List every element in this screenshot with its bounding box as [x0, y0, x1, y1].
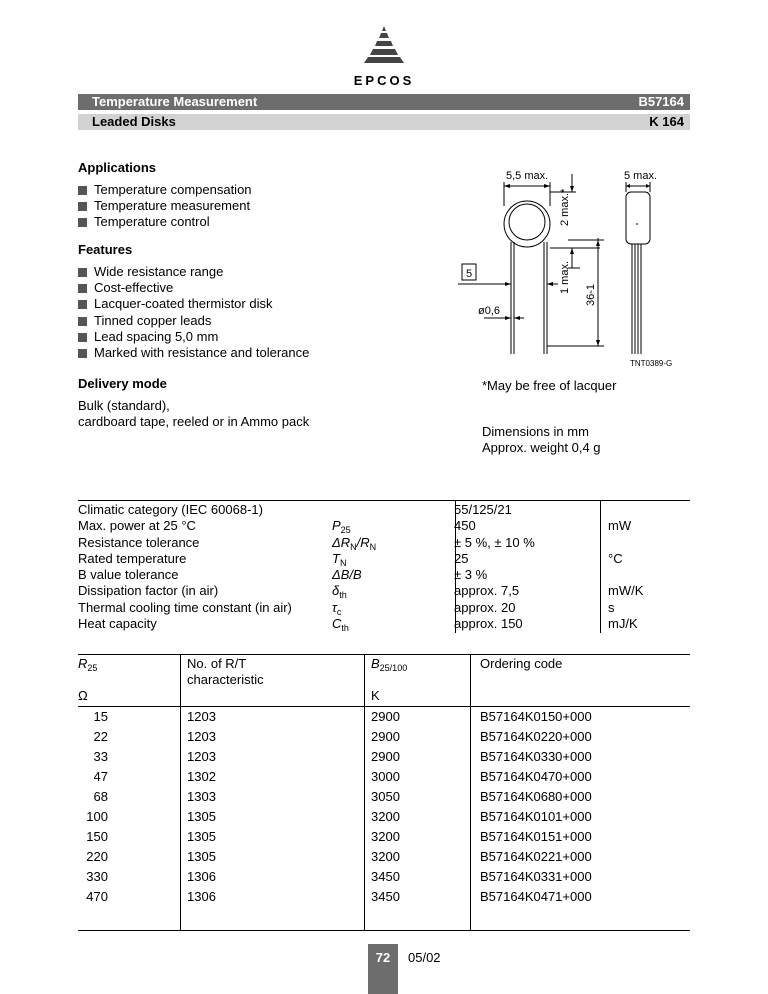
spec-label: Thermal cooling time constant (in air)	[78, 599, 292, 615]
ordering-row	[78, 749, 690, 769]
dimension-drawing	[440, 164, 690, 370]
rt-characteristic: 1203	[187, 729, 216, 744]
b-value: 3450	[371, 869, 400, 884]
subcategory-title: Leaded Disks	[92, 114, 176, 129]
feature-item: Tinned copper leads	[78, 313, 309, 329]
ordering-row	[78, 809, 690, 829]
spec-symbol: $C_{th}$	[332, 616, 349, 634]
lacquer-note: *May be free of lacquer	[482, 378, 617, 393]
ordering-row	[78, 829, 690, 849]
page-number: 72	[368, 944, 398, 994]
r25-value: 33	[93, 749, 108, 764]
spec-symbol: ΔB/B	[332, 567, 362, 583]
feature-item: Lacquer-coated thermistor disk	[78, 296, 309, 312]
rt-characteristic: 1303	[187, 789, 216, 804]
subheader-bar	[78, 114, 690, 130]
b-value: 3200	[371, 809, 400, 824]
b-value: 2900	[371, 709, 400, 724]
spec-value: 55/125/21	[454, 502, 512, 517]
ordering-row	[78, 709, 690, 729]
spec-symbol: $P_{25}$	[332, 518, 351, 536]
b-value: 2900	[371, 749, 400, 764]
spec-row	[78, 616, 690, 632]
dim-lead-label: ø0,6	[478, 305, 501, 317]
feature-item: Cost-effective	[78, 280, 309, 296]
ordering-row	[78, 849, 690, 869]
spec-label: Max. power at 25 °C	[78, 518, 196, 534]
weight-note: Approx. weight 0,4 g	[482, 440, 601, 455]
dim-length-label: 36-1	[585, 283, 597, 306]
rt-characteristic: 1305	[187, 829, 216, 844]
b-value: 3050	[371, 789, 400, 804]
ordering-header-rule	[78, 706, 690, 707]
col-header-rt: No. of R/T characteristic	[187, 656, 264, 688]
rt-characteristic: 1203	[187, 749, 216, 764]
delivery-line: Bulk (standard),	[78, 398, 170, 413]
r25-value: 47	[93, 769, 108, 784]
feature-item: Wide resistance range	[78, 264, 309, 280]
rt-characteristic: 1306	[187, 869, 216, 884]
ordering-code: B57164K0221+000	[480, 849, 592, 864]
r25-value: 15	[93, 709, 108, 724]
r25-value: 150	[86, 829, 108, 844]
specs-top-rule	[78, 500, 690, 501]
b-value: 3450	[371, 889, 400, 904]
ordering-code: B57164K0470+000	[480, 769, 592, 784]
b-value: 2900	[371, 729, 400, 744]
r25-value: 68	[93, 789, 108, 804]
col-header-code: Ordering code	[480, 656, 563, 671]
ordering-code: B57164K0471+000	[480, 889, 592, 904]
spec-symbol: $\tau_c$	[332, 599, 342, 617]
feature-item: Lead spacing 5,0 mm	[78, 329, 309, 345]
delivery-title: Delivery mode	[78, 376, 167, 391]
ordering-row	[78, 769, 690, 789]
rt-characteristic: 1306	[187, 889, 216, 904]
applications-title: Applications	[78, 160, 157, 175]
spec-value: approx. 150	[454, 616, 523, 632]
ordering-row	[78, 729, 690, 749]
r25-value: 330	[86, 869, 108, 884]
spec-value: 450	[454, 518, 476, 534]
spec-label: B value tolerance	[78, 567, 179, 583]
col-header-b: $B_{25/100}$	[371, 656, 408, 673]
spec-value: ± 5 %, ± 10 %	[454, 534, 535, 550]
revision-date: 05/02	[408, 950, 441, 965]
dim-width-label: 5,5 max.	[506, 170, 549, 182]
col-header-r25: $R_{25}$	[78, 656, 98, 673]
unit-kelvin: K	[371, 688, 380, 703]
spec-row	[78, 535, 690, 551]
b-value: 3200	[371, 849, 400, 864]
epcos-wordmark: EPCOS	[353, 73, 415, 88]
spec-unit: mJ/K	[608, 616, 638, 632]
r25-value: 220	[86, 849, 108, 864]
spec-value: 25	[454, 550, 469, 566]
application-item: Temperature compensation	[78, 182, 252, 198]
ordering-code: B57164K0101+000	[480, 809, 592, 824]
header-bar	[78, 94, 690, 110]
delivery-section	[78, 376, 309, 430]
spec-label: Heat capacity	[78, 616, 157, 632]
rt-characteristic: 1305	[187, 849, 216, 864]
spec-row	[78, 583, 690, 599]
ordering-code: B57164K0330+000	[480, 749, 592, 764]
units-note: Dimensions in mm	[482, 424, 589, 439]
spec-value: approx. 7,5	[454, 583, 520, 599]
rt-characteristic: 1302	[187, 769, 216, 784]
spec-row	[78, 551, 690, 567]
dim-1max-label: 1 max.	[559, 260, 571, 294]
ordering-top-rule	[78, 654, 690, 655]
dim-depth-label: 5 max.	[624, 170, 658, 182]
ordering-code: B57164K0680+000	[480, 789, 592, 804]
epcos-logo	[0, 26, 768, 88]
rt-characteristic: 1305	[187, 809, 216, 824]
type-label: K 164	[649, 114, 684, 129]
spec-unit: s	[608, 599, 615, 615]
spec-label: Rated temperature	[78, 550, 187, 566]
spec-symbol: $\Delta R_N/R_N$	[332, 534, 377, 552]
dim-spacing-label: 5	[466, 268, 473, 280]
specs-table	[78, 502, 690, 632]
ordering-code: B57164K0331+000	[480, 869, 592, 884]
spec-row	[78, 567, 690, 583]
spec-value: ± 3 %	[454, 567, 488, 583]
b-value: 3000	[371, 769, 400, 784]
spec-label: Dissipation factor (in air)	[78, 583, 219, 599]
spec-symbol: $T_N$	[332, 550, 347, 568]
spec-value: approx. 20	[454, 599, 516, 615]
delivery-line: cardboard tape, reeled or in Ammo pack	[78, 414, 310, 429]
r25-value: 470	[86, 889, 108, 904]
epcos-logo-icon	[362, 26, 406, 64]
spec-unit: mW	[608, 518, 632, 534]
spec-label: Climatic category (IEC 60068-1)	[78, 502, 263, 517]
application-item: Temperature control	[78, 214, 252, 230]
ordering-row	[78, 789, 690, 809]
rt-characteristic: 1203	[187, 709, 216, 724]
ordering-row	[78, 889, 690, 909]
feature-item: Marked with resistance and tolerance	[78, 345, 309, 361]
drawing-id: TNT0389-G	[630, 359, 673, 368]
spec-symbol: $\delta_{th}$	[332, 583, 347, 601]
unit-ohm: Ω	[78, 688, 88, 703]
ordering-code: B57164K0220+000	[480, 729, 592, 744]
spec-unit: °C	[608, 550, 623, 566]
ordering-row	[78, 869, 690, 889]
part-number: B57164	[638, 94, 684, 109]
b-value: 3200	[371, 829, 400, 844]
spec-row	[78, 600, 690, 616]
spec-label: Resistance tolerance	[78, 534, 200, 550]
features-section	[78, 242, 309, 361]
spec-row	[78, 502, 690, 518]
category-title: Temperature Measurement	[92, 94, 258, 109]
spec-row	[78, 518, 690, 534]
r25-value: 22	[93, 729, 108, 744]
ordering-table	[78, 709, 690, 909]
features-title: Features	[78, 242, 133, 257]
application-item: Temperature measurement	[78, 198, 252, 214]
applications-section	[78, 160, 252, 231]
ordering-code: B57164K0150+000	[480, 709, 592, 724]
r25-value: 100	[86, 809, 108, 824]
dim-coat-label: 2 max.*	[559, 188, 571, 226]
ordering-code: B57164K0151+000	[480, 829, 592, 844]
spec-unit: mW/K	[608, 583, 644, 599]
ordering-bottom-rule	[78, 930, 690, 931]
